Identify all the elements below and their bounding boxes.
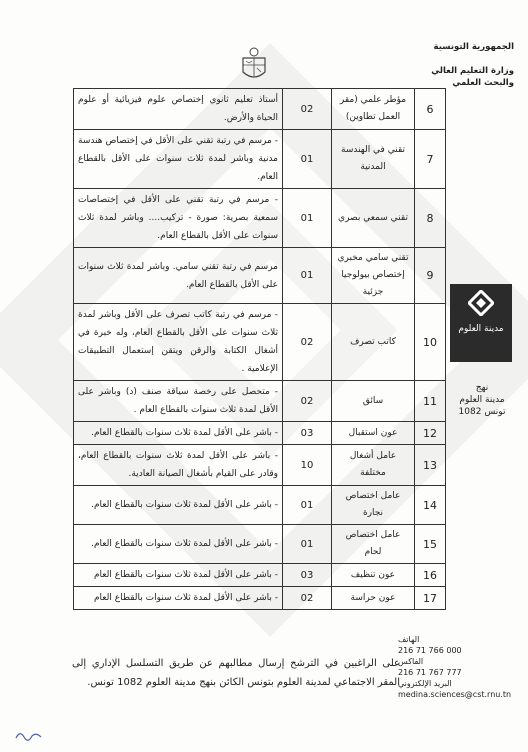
coat-of-arms-icon [238, 46, 270, 84]
row-number: 7 [415, 130, 446, 189]
republic-header: الجمهورية التونسية [433, 42, 514, 52]
job-requirements: مرسم في رتبة تقني سامي. وباشر لمدة ثلاث سنوات على الأقل بالقطاع العام. [74, 248, 283, 304]
table-row [74, 381, 446, 422]
ministry-line-2: والبحث العلمي [452, 78, 514, 88]
address-line-1: نهج [475, 383, 489, 393]
row-number: 11 [415, 381, 446, 422]
job-title: عامل اختصاص لحام [332, 525, 415, 564]
job-title: تقني في الهندسة المدنية [332, 130, 415, 189]
job-requirements: - باشر على الأقل لمدة ثلاث سنوات بالقطاع العام. [74, 422, 283, 445]
job-title: سائق [332, 381, 415, 422]
job-requirements: - متحصل على رخصة سياقة صنف (د) وباشر على الأقل لمدة ثلاث سنوات بالقطاع العام . [74, 381, 283, 422]
row-number: 12 [415, 422, 446, 445]
table-row [74, 525, 446, 564]
position-count: 01 [283, 525, 332, 564]
contact-block [398, 634, 518, 700]
phone-value: 216 71 766 000 [398, 646, 462, 655]
email-value: medina.sciences@cst.rnu.tn [398, 690, 512, 699]
position-count: 02 [283, 587, 332, 610]
position-count: 01 [283, 486, 332, 525]
job-title: كاتب تصرف [332, 304, 415, 381]
ministry-header [404, 65, 514, 89]
fax-label: الفاكس [398, 657, 424, 666]
row-number: 16 [415, 564, 446, 587]
position-count: 02 [283, 304, 332, 381]
job-requirements: - باشر على الأقل لمدة ثلاث سنوات بالقطاع العام [74, 564, 283, 587]
job-title: عون حراسة [332, 587, 415, 610]
job-title: عامل اختصاص نجارة [332, 486, 415, 525]
table-row [74, 89, 446, 130]
job-requirements: - مرسم في رتبة تقني على الأقل في إختصاص هندسة مدنية وباشر لمدة ثلاث سنوات على الأقل بالقطاع العام. [74, 130, 283, 189]
job-title: عون استقبال [332, 422, 415, 445]
table-row [74, 422, 446, 445]
ministry-line-1: وزارة التعليم العالي [431, 66, 514, 76]
row-number: 8 [415, 189, 446, 248]
handwritten-initials-icon [14, 728, 44, 742]
email-label: البريد الإلكتروني [398, 679, 452, 688]
table-row [74, 248, 446, 304]
job-requirements: - مرسم في رتبة كاتب تصرف على الأقل وباشر لمدة ثلاث سنوات على الأقل بالقطاع العام، وله خبرة في أشغال الكتابة والرقن ويتقن إستعمال التطبيقات الإعلامية . [74, 304, 283, 381]
job-requirements: - باشر على الأقل لمدة ثلاث سنوات بالقطاع العام [74, 587, 283, 610]
position-count: 10 [283, 445, 332, 486]
logo-mark-icon [468, 290, 494, 316]
address-line-3: تونس 1082 [458, 407, 506, 417]
position-count: 02 [283, 381, 332, 422]
row-number: 15 [415, 525, 446, 564]
job-requirements: - باشر على الأقل لمدة ثلاث سنوات بالقطاع العام. [74, 525, 283, 564]
job-title: عامل أشغال مختلفة [332, 445, 415, 486]
job-title: مؤطر علمي (مقر العمل تطاوين) [332, 89, 415, 130]
fax-value: 216 71 767 777 [398, 668, 462, 677]
job-title: تقني سمعي بصري [332, 189, 415, 248]
job-requirements: - باشر على الأقل لمدة ثلاث سنوات بالقطاع العام، وقادر على القيام بأشغال الصيانة العادية. [74, 445, 283, 486]
position-count: 01 [283, 130, 332, 189]
position-count: 01 [283, 189, 332, 248]
cite-des-sciences-logo [450, 284, 512, 362]
application-note: على الراغبين في الترشح إرسال مطالبهم عن طريق التسلسل الإداري إلى المقر الاجتماعي لمدينة العلوم بتونس الكائن بنهج مدينة العلوم 1082 تونس. [72, 658, 400, 688]
table-row [74, 564, 446, 587]
table-row [74, 130, 446, 189]
job-title: عون تنظيف [332, 564, 415, 587]
table-row [74, 304, 446, 381]
table-row [74, 445, 446, 486]
address-block [450, 382, 514, 418]
table-row [74, 189, 446, 248]
phone-label: الهاتف [398, 635, 420, 644]
row-number: 14 [415, 486, 446, 525]
position-count: 03 [283, 422, 332, 445]
job-requirements: أستاذ تعليم ثانوي إختصاص علوم فيزيائية أو علوم الحياة والأرض. [74, 89, 283, 130]
logo-text: مدينة العلوم [458, 324, 504, 334]
job-requirements: - مرسم في رتبة تقني على الأقل في إختصاصات سمعية بصرية: صورة - تركيب.... وباشر لمدة ثلاث سنوات على الأقل بالقطاع العام. [74, 189, 283, 248]
position-count: 01 [283, 248, 332, 304]
job-requirements: - باشر على الأقل لمدة ثلاث سنوات بالقطاع العام. [74, 486, 283, 525]
row-number: 6 [415, 89, 446, 130]
row-number: 10 [415, 304, 446, 381]
table-row [74, 486, 446, 525]
position-count: 02 [283, 89, 332, 130]
row-number: 13 [415, 445, 446, 486]
job-title: تقني سامي مخبري إختصاص بيولوجيا جزئية [332, 248, 415, 304]
row-number: 9 [415, 248, 446, 304]
table-row [74, 587, 446, 610]
row-number: 17 [415, 587, 446, 610]
position-count: 03 [283, 564, 332, 587]
address-line-2: مدينة العلوم [459, 395, 505, 405]
jobs-table [73, 88, 446, 610]
